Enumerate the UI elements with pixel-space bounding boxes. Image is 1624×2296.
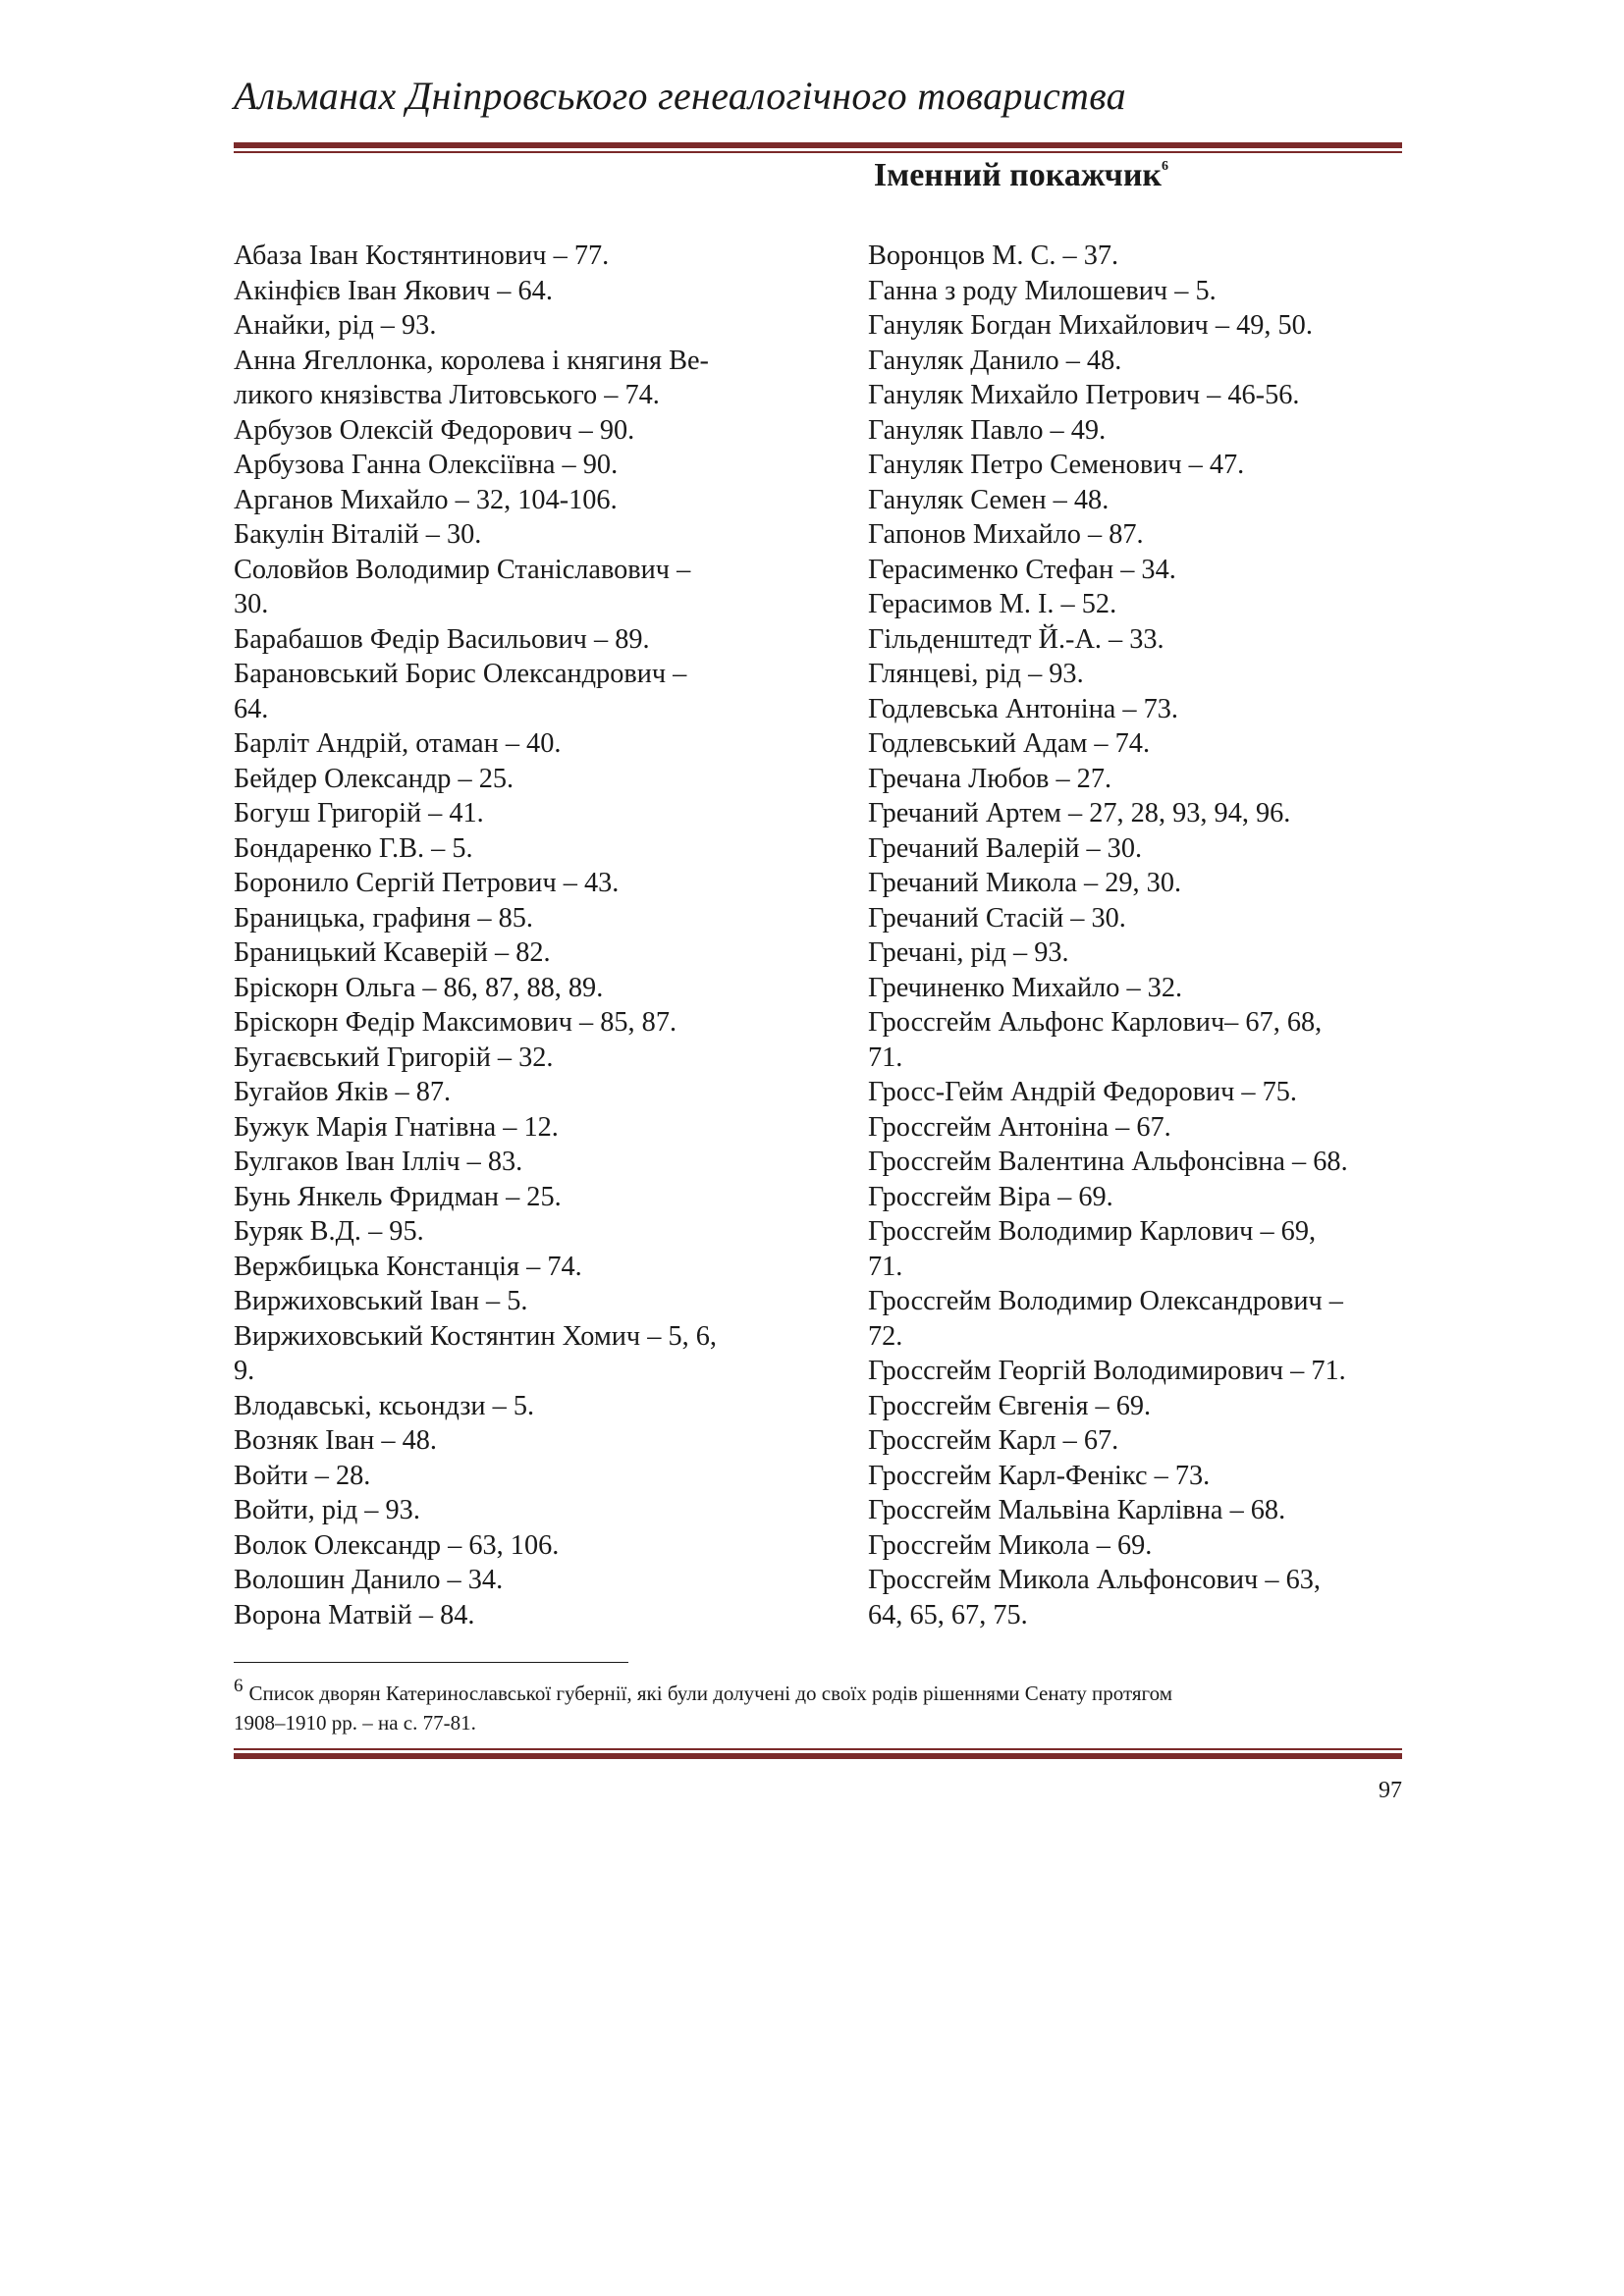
index-entry: Герасимов М. І. – 52. [868, 589, 1117, 619]
index-entry: Гроссгейм Мальвіна Карлівна – 68. [868, 1495, 1286, 1525]
index-entry: Гроссгейм Георгій Володимирович – 71. [868, 1356, 1346, 1386]
index-entry: Виржиховський Костянтин Хомич – 5, 6, [234, 1320, 717, 1352]
index-entry: Буряк В.Д. – 95. [234, 1216, 424, 1247]
index-entry: Гільденштедт Й.-А. – 33. [868, 623, 1164, 655]
index-entry: Гречаний Артем – 27, 28, 93, 94, 96. [868, 798, 1291, 828]
footnote-text-1: Список дворян Катеринославської губернії, які були долучені до своїх родів рішеннями Сенату протягом [248, 1682, 1173, 1705]
index-entry: Гроссгейм Євгенія – 69. [868, 1390, 1152, 1421]
index-entry: Ворона Матвій – 84. [234, 1599, 475, 1630]
index-entry: Гроссгейм Альфонс Карлович– 67, 68, [868, 1007, 1323, 1038]
footer-rule-thick [234, 1753, 1402, 1759]
index-entry: Войти – 28. [234, 1460, 371, 1491]
index-entry: Гречані, рід – 93. [868, 937, 1069, 968]
index-entry: Гроссгейм Віра – 69. [868, 1181, 1113, 1212]
footnote-line-2: 1908–1910 рр. – на с. 77-81. [234, 1711, 476, 1735]
index-entry: 64, 65, 67, 75. [868, 1599, 1028, 1630]
index-entry: Барліт Андрій, отаман – 40. [234, 728, 562, 759]
index-entry: Гануляк Богдан Михайлович – 49, 50. [868, 310, 1313, 341]
index-entry: Влодавські, ксьондзи – 5. [234, 1390, 535, 1421]
header-rule-thin [234, 151, 1402, 153]
index-entry: Воронцов М. С. – 37. [868, 240, 1119, 271]
index-entry: Гануляк Михайло Петрович – 46-56. [868, 380, 1300, 410]
index-entry: Гречана Любов – 27. [868, 763, 1112, 794]
index-entry: Годлевський Адам – 74. [868, 728, 1151, 759]
index-entry: 71. [868, 1251, 903, 1282]
index-entry: Анайки, рід – 93. [234, 310, 437, 341]
index-entry: Возняк Іван – 48. [234, 1425, 437, 1456]
index-entry: Бейдер Олександр – 25. [234, 763, 514, 794]
index-entry: Анна Ягеллонка, королева і княгиня Ве- [234, 345, 709, 376]
page-number: 97 [1379, 1778, 1402, 1803]
index-entry: 71. [868, 1041, 903, 1073]
index-entry: Волок Олександр – 63, 106. [234, 1529, 560, 1561]
index-entry: Соловйов Володимир Станіславович – [234, 554, 691, 585]
index-entry: Гроссгейм Микола Альфонсович – 63, [868, 1565, 1321, 1595]
index-entry: Бріскорн Ольга – 86, 87, 88, 89. [234, 972, 604, 1003]
index-entry: 64. [234, 693, 269, 724]
title-footnote-mark: 6 [1162, 159, 1168, 174]
index-entry: Булгаков Іван Ілліч – 83. [234, 1147, 523, 1177]
index-entry: Боронило Сергій Петрович – 43. [234, 868, 620, 898]
index-entry: Гроссгейм Валентина Альфонсівна – 68. [868, 1147, 1348, 1177]
page-title-text: Іменний покажчик [873, 157, 1162, 193]
index-entry: Гросс-Гейм Андрій Федорович – 75. [868, 1077, 1297, 1107]
footnote-mark: 6 [234, 1676, 244, 1696]
index-entry: Волошин Данило – 34. [234, 1565, 504, 1595]
footnote [234, 1672, 1412, 1737]
index-entry: Вержбицька Констанція – 74. [234, 1251, 582, 1282]
index-entry: Абаза Іван Костянтинович – 77. [234, 240, 610, 271]
index-entry: Гречиненко Михайло – 32. [868, 972, 1183, 1003]
index-entry: Бондаренко Г.В. – 5. [234, 832, 473, 864]
header-rule-thick [234, 142, 1402, 148]
index-entry: Глянцеві, рід – 93. [868, 659, 1084, 689]
running-header: Альманах Дніпровського генеалогічного товариства [234, 74, 1126, 118]
index-entry: Гроссгейм Карл-Фенікс – 73. [868, 1460, 1211, 1491]
page-title [234, 157, 1402, 194]
index-entry: Бужук Марія Гнатівна – 12. [234, 1111, 559, 1143]
index-entry: Богуш Григорій – 41. [234, 798, 484, 828]
index-entry: Арбузова Ганна Олексіївна – 90. [234, 450, 619, 480]
index-entry: ликого князівства Литовського – 74. [234, 380, 660, 410]
index-entry: Годлевська Антоніна – 73. [868, 693, 1178, 724]
index-entry: Барабашов Федір Васильович – 89. [234, 623, 650, 655]
index-entry: Бугаєвський Григорій – 32. [234, 1041, 554, 1073]
index-entry: 72. [868, 1320, 903, 1352]
footer-rule-thin [234, 1748, 1402, 1750]
index-column-right [868, 239, 1418, 1632]
index-column-left [234, 239, 784, 1632]
index-entry: 9. [234, 1356, 255, 1386]
index-entry: Гануляк Павло – 49. [868, 414, 1107, 446]
index-entry: Гречаний Стасій – 30. [868, 902, 1126, 934]
index-entry: Гануляк Данило – 48. [868, 345, 1122, 376]
index-entry: Виржиховський Іван – 5. [234, 1286, 528, 1316]
index-entry: Гречаний Микола – 29, 30. [868, 868, 1182, 898]
footnote-line-1 [234, 1672, 1412, 1708]
index-entry: Арбузов Олексій Федорович – 90. [234, 414, 635, 446]
index-entry: Гроссгейм Володимир Карлович – 69, [868, 1216, 1317, 1247]
index-entry: Ганна з роду Милошевич – 5. [868, 275, 1217, 306]
index-entry: 30. [234, 589, 269, 619]
index-entry: Барановський Борис Олександрович – [234, 659, 687, 689]
index-entry: Гануляк Семен – 48. [868, 484, 1110, 515]
index-entry: Герасименко Стефан – 34. [868, 554, 1176, 585]
index-entry: Бугайов Яків – 87. [234, 1077, 452, 1107]
index-entry: Гречаний Валерій – 30. [868, 832, 1143, 864]
index-entry: Бунь Янкель Фридман – 25. [234, 1181, 562, 1212]
index-entry: Браницький Ксаверій – 82. [234, 937, 551, 968]
index-entry: Гроссгейм Карл – 67. [868, 1425, 1119, 1456]
index-entry: Гапонов Михайло – 87. [868, 519, 1144, 550]
index-entry: Браницька, графиня – 85. [234, 902, 533, 934]
index-entry: Арганов Михайло – 32, 104-106. [234, 484, 618, 515]
index-entry: Бріскорн Федір Максимович – 85, 87. [234, 1007, 677, 1038]
index-entry: Гануляк Петро Семенович – 47. [868, 450, 1245, 480]
index-entry: Гроссгейм Антоніна – 67. [868, 1111, 1171, 1143]
index-entry: Гроссгейм Микола – 69. [868, 1529, 1153, 1561]
index-entry: Бакулін Віталій – 30. [234, 519, 482, 550]
index-entry: Войти, рід – 93. [234, 1495, 420, 1525]
index-entry: Гроссгейм Володимир Олександрович – [868, 1286, 1343, 1316]
index-entry: Акінфієв Іван Якович – 64. [234, 275, 553, 306]
footnote-separator [234, 1662, 628, 1663]
